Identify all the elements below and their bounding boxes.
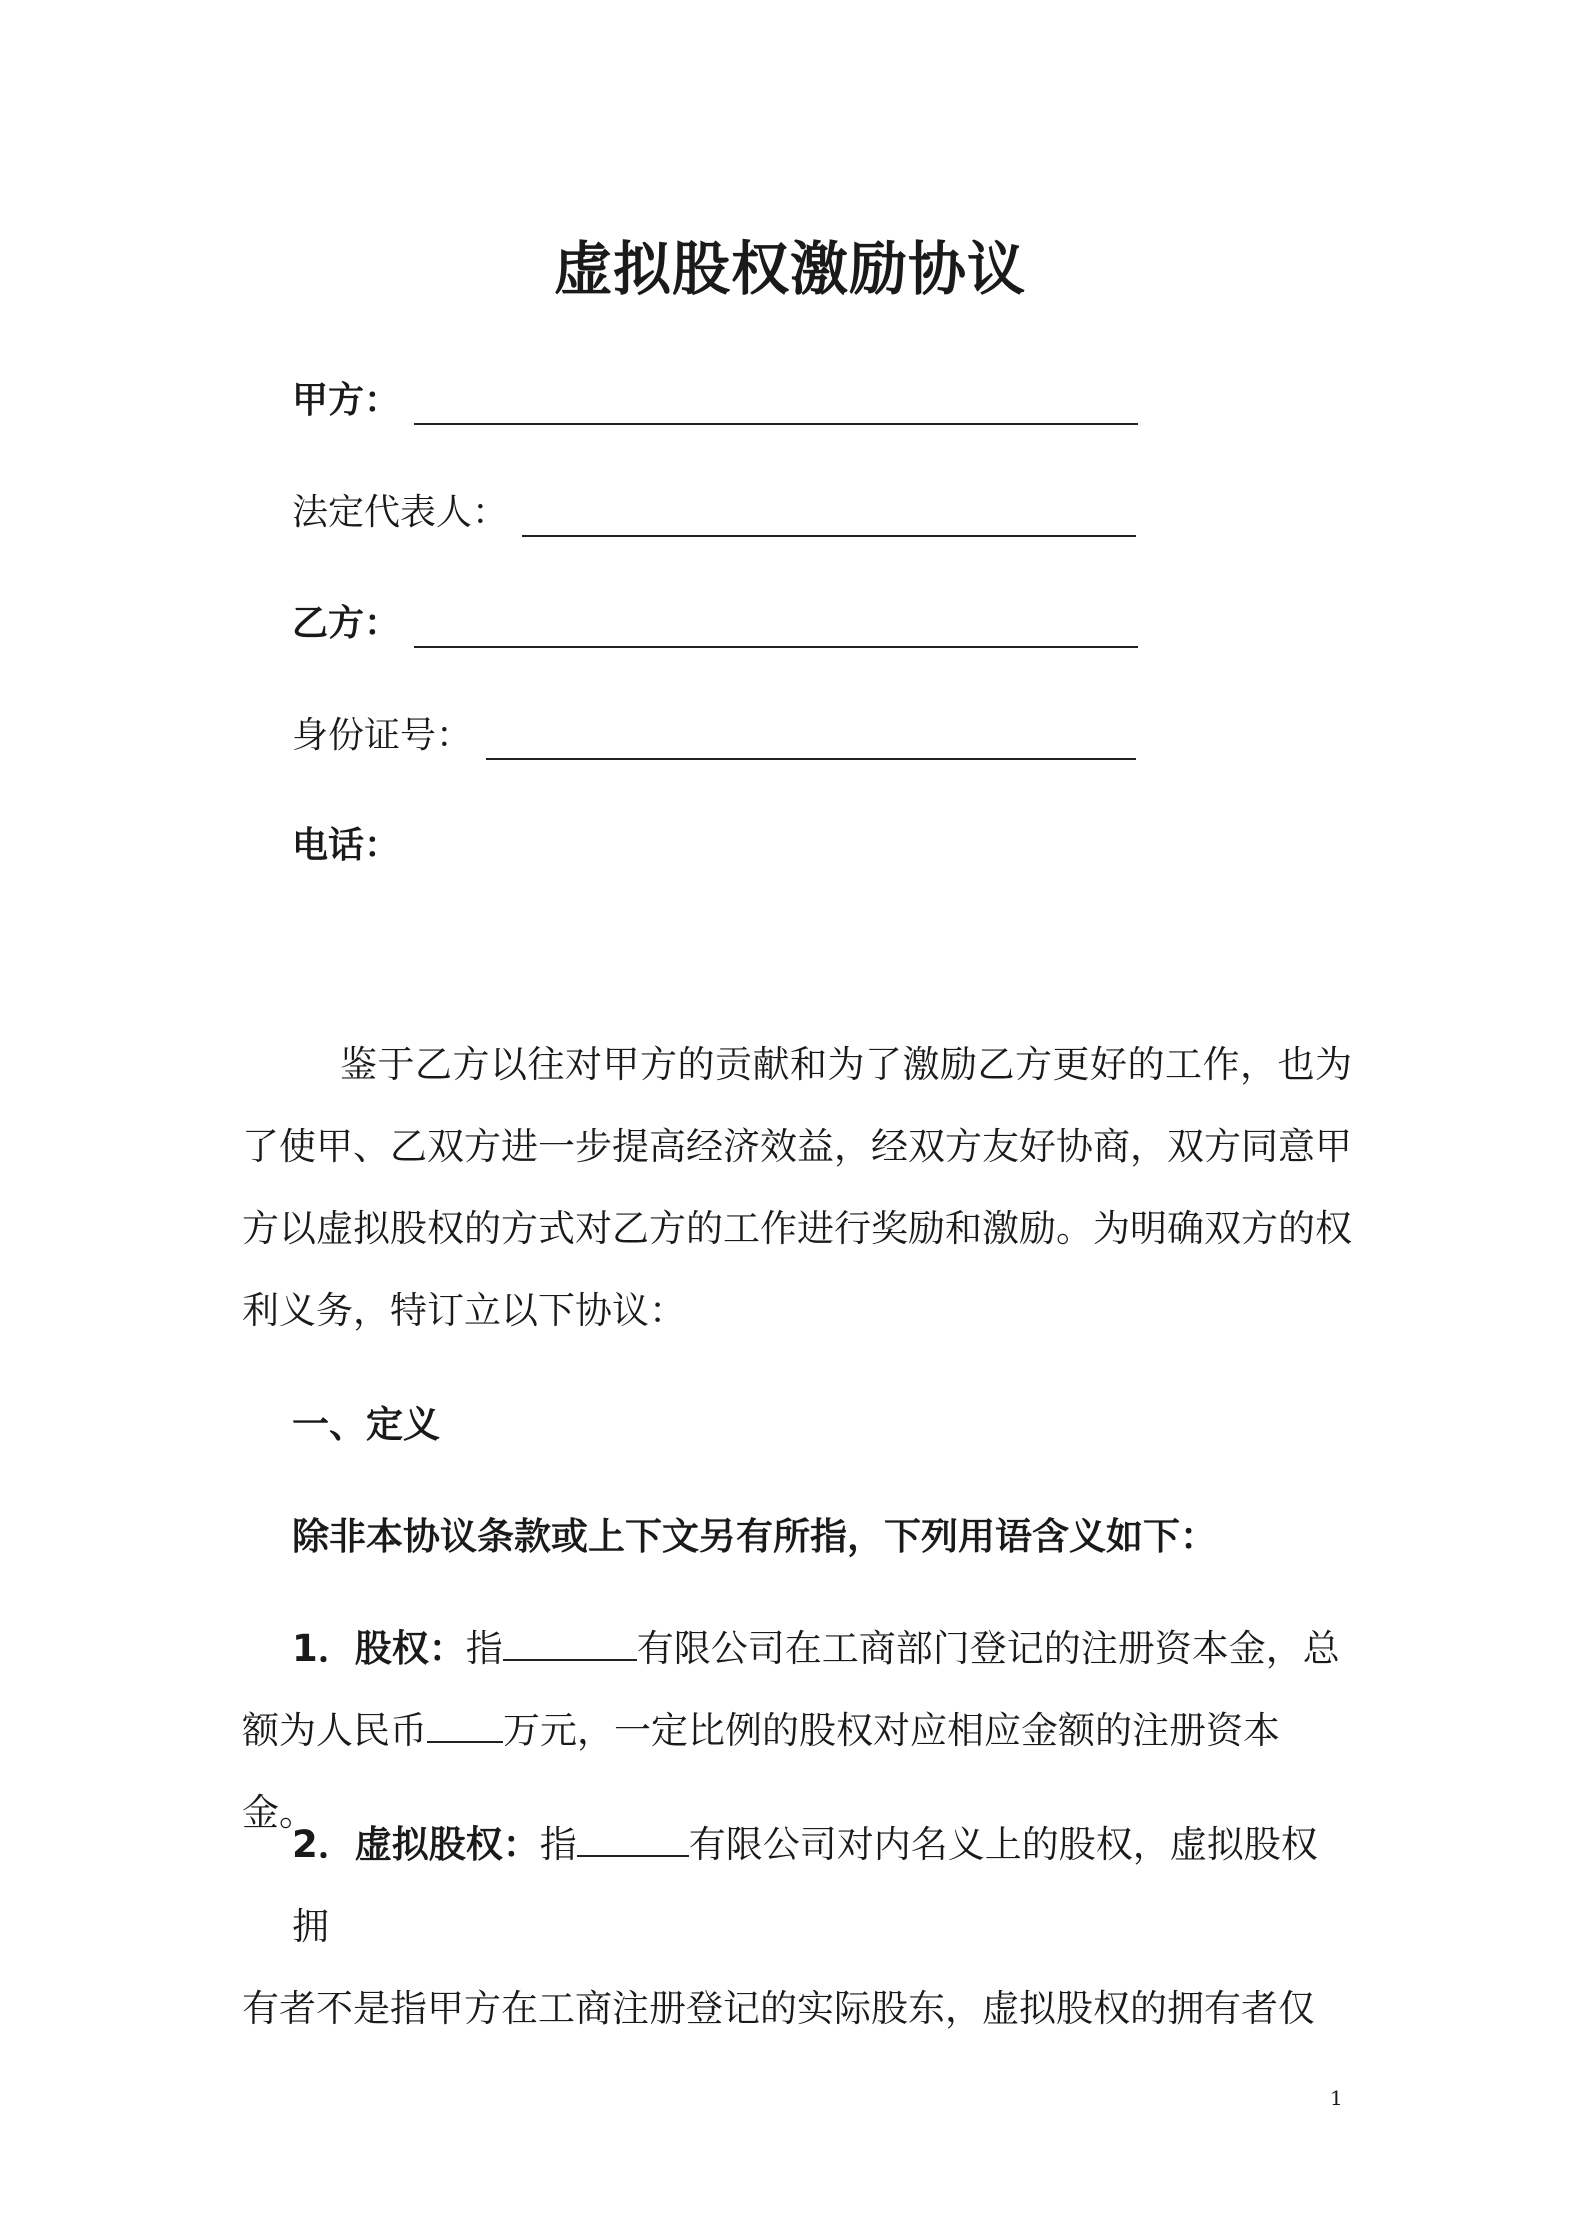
- party-a-field: [292, 355, 1138, 425]
- party-b-blank-line: [414, 645, 1138, 648]
- item-1-term: 1．股权：: [292, 1627, 466, 1670]
- item-1-amount-blank: [427, 1711, 503, 1743]
- item-1-text-b: 有限公司在工商部门登记的注册资本金，总: [636, 1627, 1340, 1670]
- legal-representative-blank-line: [522, 534, 1136, 537]
- party-b-field: [292, 578, 1138, 648]
- item-1-text-d: 万元，一定比例的股权对应相应金额的注册资本金。: [242, 1709, 1280, 1834]
- definition-item-2: [242, 1804, 1352, 2050]
- document-title: 虚拟股权激励协议: [553, 235, 1026, 303]
- id-number-field: [292, 690, 1136, 760]
- page-number: 1: [1330, 2086, 1343, 2110]
- party-a-label: 甲方：: [292, 380, 401, 421]
- item-1-text-c: 额为人民币: [242, 1709, 427, 1752]
- preamble-paragraph: [242, 1024, 1352, 1352]
- legal-representative-field: [292, 467, 1136, 537]
- party-a-blank-line: [414, 422, 1138, 425]
- phone-field: [292, 800, 400, 870]
- phone-label: 电话：: [292, 825, 401, 866]
- section-1-heading: 一、定义: [292, 1403, 440, 1446]
- item-2-text-a: 指: [539, 1823, 577, 1866]
- item-2-term: 2．虚拟股权：: [292, 1823, 540, 1866]
- id-number-blank-line: [486, 757, 1136, 760]
- item-1-company-blank: [503, 1629, 637, 1661]
- item-1-text-a: 指: [465, 1627, 503, 1670]
- party-b-label: 乙方：: [292, 603, 401, 644]
- legal-representative-label: 法定代表人：: [292, 492, 509, 533]
- id-number-label: 身份证号：: [292, 715, 473, 756]
- item-2-company-blank: [577, 1825, 689, 1857]
- preamble-text: 鉴于乙方以往对甲方的贡献和为了激励乙方更好的工作，也为了使甲、乙双方进一步提高经济效益，经双方友好协商，双方同意甲方以虚拟股权的方式对乙方的工作进行奖励和激励。为明确双方的权利义务，特订立以下协议：: [242, 1043, 1352, 1332]
- item-2-text-c: 有者不是指甲方在工商注册登记的实际股东，虚拟股权的拥有者仅: [242, 1987, 1315, 2030]
- section-1-intro: 除非本协议条款或上下文另有所指，下列用语含义如下：: [292, 1515, 1217, 1558]
- item-2-text-b: 有限公司对内名义上的股权，虚拟股权拥: [292, 1823, 1318, 1948]
